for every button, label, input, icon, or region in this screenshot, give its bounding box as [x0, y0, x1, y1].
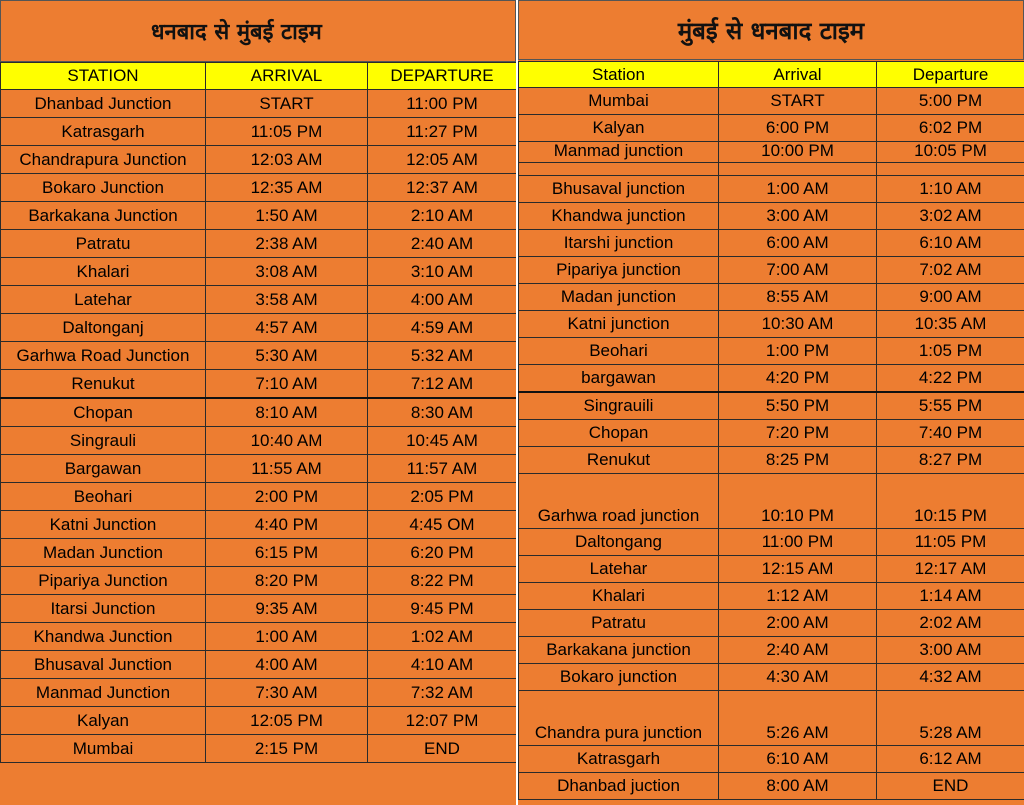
arrival-cell: 1:00 AM	[719, 176, 877, 203]
arrival-cell: 8:55 AM	[719, 284, 877, 311]
arrival-cell: 4:20 PM	[719, 365, 877, 393]
station-cell: Bokaro Junction	[1, 174, 206, 202]
station-cell: Latehar	[1, 286, 206, 314]
arrival-cell: 8:20 PM	[206, 567, 368, 595]
table-row	[1, 595, 517, 623]
departure-cell: 1:14 AM	[877, 583, 1024, 610]
arrival-cell: 12:05 PM	[206, 707, 368, 735]
header-row	[519, 62, 1024, 88]
table-row	[1, 342, 517, 370]
arrival-header: ARRIVAL	[206, 63, 368, 90]
station-cell: Bhusaval junction	[519, 176, 719, 203]
departure-cell: 6:02 PM	[877, 115, 1024, 142]
table-row	[519, 691, 1024, 746]
departure-cell	[877, 163, 1024, 176]
station-cell: Renukut	[519, 447, 719, 474]
departure-cell: 3:02 AM	[877, 203, 1024, 230]
table-row	[1, 370, 517, 399]
departure-cell: 1:05 PM	[877, 338, 1024, 365]
arrival-cell: 7:00 AM	[719, 257, 877, 284]
departure-cell: 5:00 PM	[877, 88, 1024, 115]
departure-cell: 8:27 PM	[877, 447, 1024, 474]
station-cell: Madan Junction	[1, 539, 206, 567]
dhanbad-to-mumbai-rows	[1, 90, 517, 763]
arrival-cell: START	[206, 90, 368, 118]
station-cell: Katni junction	[519, 311, 719, 338]
departure-cell: 12:37 AM	[368, 174, 517, 202]
table-row	[1, 539, 517, 567]
station-cell: Barkakana Junction	[1, 202, 206, 230]
departure-cell: 4:32 AM	[877, 664, 1024, 691]
station-cell: Dhanbad juction	[519, 773, 719, 800]
station-cell: Khalari	[519, 583, 719, 610]
station-cell: Katrasgarh	[1, 118, 206, 146]
arrival-cell: 5:26 AM	[719, 691, 877, 746]
departure-cell: 9:00 AM	[877, 284, 1024, 311]
departure-cell: 6:20 PM	[368, 539, 517, 567]
station-cell: Manmad junction	[519, 142, 719, 163]
table-row	[519, 392, 1024, 420]
station-cell: Katni Junction	[1, 511, 206, 539]
departure-cell: 10:35 AM	[877, 311, 1024, 338]
arrival-cell: 12:03 AM	[206, 146, 368, 174]
station-cell: Khandwa Junction	[1, 623, 206, 651]
departure-cell: 3:00 AM	[877, 637, 1024, 664]
station-cell: Bokaro junction	[519, 664, 719, 691]
departure-cell: 4:45 OM	[368, 511, 517, 539]
header-row	[1, 63, 517, 90]
table-row	[519, 610, 1024, 637]
departure-cell: 4:59 AM	[368, 314, 517, 342]
table-row	[519, 746, 1024, 773]
table-row	[519, 420, 1024, 447]
arrival-cell: 1:00 AM	[206, 623, 368, 651]
station-cell: Katrasgarh	[519, 746, 719, 773]
departure-cell: 9:45 PM	[368, 595, 517, 623]
arrival-cell: 3:00 AM	[719, 203, 877, 230]
departure-cell: 11:00 PM	[368, 90, 517, 118]
arrival-cell: 4:57 AM	[206, 314, 368, 342]
departure-cell: 7:40 PM	[877, 420, 1024, 447]
table-row	[519, 365, 1024, 393]
table-row	[519, 176, 1024, 203]
arrival-cell: 8:10 AM	[206, 398, 368, 427]
station-cell: Chopan	[1, 398, 206, 427]
table-row	[519, 163, 1024, 176]
station-cell: Kalyan	[519, 115, 719, 142]
station-cell: Patratu	[1, 230, 206, 258]
station-cell: bargawan	[519, 365, 719, 393]
station-header: STATION	[1, 63, 206, 90]
station-cell: Kalyan	[1, 707, 206, 735]
arrival-cell: 2:15 PM	[206, 735, 368, 763]
departure-cell: 10:15 PM	[877, 474, 1024, 529]
station-cell: Daltonganj	[1, 314, 206, 342]
departure-cell: 5:32 AM	[368, 342, 517, 370]
station-cell: Madan junction	[519, 284, 719, 311]
station-cell: Patratu	[519, 610, 719, 637]
departure-cell: 12:05 AM	[368, 146, 517, 174]
table-row	[519, 664, 1024, 691]
arrival-cell: 6:15 PM	[206, 539, 368, 567]
table-row	[1, 511, 517, 539]
station-cell: Dhanbad Junction	[1, 90, 206, 118]
table-row	[1, 174, 517, 202]
table-row	[1, 623, 517, 651]
arrival-cell: 7:20 PM	[719, 420, 877, 447]
arrival-cell: 2:00 AM	[719, 610, 877, 637]
departure-cell: 1:10 AM	[877, 176, 1024, 203]
table-row	[519, 583, 1024, 610]
departure-cell: 7:32 AM	[368, 679, 517, 707]
departure-cell: 11:05 PM	[877, 529, 1024, 556]
departure-cell: 4:10 AM	[368, 651, 517, 679]
arrival-cell: START	[719, 88, 877, 115]
departure-cell: 12:07 PM	[368, 707, 517, 735]
table-row	[519, 230, 1024, 257]
departure-cell: 4:22 PM	[877, 365, 1024, 393]
station-cell: Barkakana junction	[519, 637, 719, 664]
departure-cell: 7:02 AM	[877, 257, 1024, 284]
mumbai-to-dhanbad-title: मुंबई से धनबाद टाइम	[518, 0, 1024, 60]
arrival-cell: 3:58 AM	[206, 286, 368, 314]
station-cell: Itarshi junction	[519, 230, 719, 257]
station-header: Station	[519, 62, 719, 88]
arrival-cell: 6:00 PM	[719, 115, 877, 142]
arrival-cell: 2:38 AM	[206, 230, 368, 258]
departure-cell: 11:57 AM	[368, 455, 517, 483]
station-cell: Pipariya Junction	[1, 567, 206, 595]
station-cell: Singrauli	[1, 427, 206, 455]
table-row	[1, 314, 517, 342]
departure-cell: 2:40 AM	[368, 230, 517, 258]
arrival-cell: 7:10 AM	[206, 370, 368, 399]
mumbai-to-dhanbad-timetable	[518, 61, 1024, 800]
table-row	[519, 773, 1024, 800]
arrival-cell: 10:10 PM	[719, 474, 877, 529]
table-row	[1, 202, 517, 230]
table-row	[519, 284, 1024, 311]
table-row	[1, 455, 517, 483]
station-cell: Mumbai	[1, 735, 206, 763]
table-row	[519, 142, 1024, 163]
departure-cell: 11:27 PM	[368, 118, 517, 146]
departure-cell: 4:00 AM	[368, 286, 517, 314]
station-cell: Bhusaval Junction	[1, 651, 206, 679]
table-row	[1, 735, 517, 763]
departure-cell: 1:02 AM	[368, 623, 517, 651]
departure-cell: END	[368, 735, 517, 763]
arrival-cell: 11:55 AM	[206, 455, 368, 483]
station-cell: Beohari	[1, 483, 206, 511]
table-row	[519, 115, 1024, 142]
departure-cell: 2:05 PM	[368, 483, 517, 511]
station-cell: Manmad Junction	[1, 679, 206, 707]
mumbai-to-dhanbad-rows	[519, 88, 1024, 800]
departure-header: Departure	[877, 62, 1024, 88]
station-cell: Itarsi Junction	[1, 595, 206, 623]
arrival-cell: 6:10 AM	[719, 746, 877, 773]
arrival-cell: 8:25 PM	[719, 447, 877, 474]
arrival-cell: 12:35 AM	[206, 174, 368, 202]
arrival-cell: 11:00 PM	[719, 529, 877, 556]
table-row	[1, 286, 517, 314]
table-row	[1, 651, 517, 679]
mumbai-to-dhanbad-panel	[518, 0, 1024, 805]
table-row	[1, 258, 517, 286]
arrival-cell: 1:12 AM	[719, 583, 877, 610]
table-row	[1, 707, 517, 735]
table-row	[519, 203, 1024, 230]
departure-cell: 10:05 PM	[877, 142, 1024, 163]
arrival-cell: 7:30 AM	[206, 679, 368, 707]
station-cell: Chandrapura Junction	[1, 146, 206, 174]
station-cell: Khalari	[1, 258, 206, 286]
arrival-cell: 4:30 AM	[719, 664, 877, 691]
departure-cell: 5:55 PM	[877, 392, 1024, 420]
arrival-cell: 1:00 PM	[719, 338, 877, 365]
departure-cell: 5:28 AM	[877, 691, 1024, 746]
station-cell: Chopan	[519, 420, 719, 447]
table-row	[1, 679, 517, 707]
departure-cell: 2:02 AM	[877, 610, 1024, 637]
table-row	[1, 427, 517, 455]
arrival-cell: 5:50 PM	[719, 392, 877, 420]
table-row	[519, 529, 1024, 556]
station-cell: Khandwa junction	[519, 203, 719, 230]
arrival-cell: 1:50 AM	[206, 202, 368, 230]
departure-cell: 8:22 PM	[368, 567, 517, 595]
station-cell: Mumbai	[519, 88, 719, 115]
table-row	[1, 90, 517, 118]
station-cell: Chandra pura junction	[519, 691, 719, 746]
arrival-cell: 11:05 PM	[206, 118, 368, 146]
arrival-header: Arrival	[719, 62, 877, 88]
departure-cell: 3:10 AM	[368, 258, 517, 286]
station-cell: Garhwa Road Junction	[1, 342, 206, 370]
table-row	[519, 556, 1024, 583]
table-row	[519, 474, 1024, 529]
table-row	[1, 567, 517, 595]
station-cell: Pipariya junction	[519, 257, 719, 284]
departure-cell: 6:12 AM	[877, 746, 1024, 773]
station-cell: Renukut	[1, 370, 206, 399]
table-row	[519, 338, 1024, 365]
arrival-cell: 10:00 PM	[719, 142, 877, 163]
table-row	[1, 398, 517, 427]
departure-cell: 7:12 AM	[368, 370, 517, 399]
arrival-cell: 2:40 AM	[719, 637, 877, 664]
station-cell: Singrauili	[519, 392, 719, 420]
arrival-cell: 3:08 AM	[206, 258, 368, 286]
departure-cell: END	[877, 773, 1024, 800]
station-cell: Daltongang	[519, 529, 719, 556]
station-cell: Latehar	[519, 556, 719, 583]
dhanbad-to-mumbai-title: धनबाद से मुंबई टाइम	[0, 0, 516, 62]
arrival-cell: 4:40 PM	[206, 511, 368, 539]
table-row	[519, 311, 1024, 338]
arrival-cell: 9:35 AM	[206, 595, 368, 623]
table-row	[519, 637, 1024, 664]
arrival-cell: 12:15 AM	[719, 556, 877, 583]
table-row	[1, 118, 517, 146]
station-cell: Bargawan	[1, 455, 206, 483]
table-row	[519, 257, 1024, 284]
arrival-cell	[719, 163, 877, 176]
station-cell	[519, 163, 719, 176]
arrival-cell: 2:00 PM	[206, 483, 368, 511]
arrival-cell: 4:00 AM	[206, 651, 368, 679]
departure-cell: 6:10 AM	[877, 230, 1024, 257]
departure-cell: 8:30 AM	[368, 398, 517, 427]
arrival-cell: 10:40 AM	[206, 427, 368, 455]
arrival-cell: 5:30 AM	[206, 342, 368, 370]
arrival-cell: 10:30 AM	[719, 311, 877, 338]
station-cell: Garhwa road junction	[519, 474, 719, 529]
station-cell: Beohari	[519, 338, 719, 365]
table-row	[519, 88, 1024, 115]
departure-header: DEPARTURE	[368, 63, 517, 90]
arrival-cell: 6:00 AM	[719, 230, 877, 257]
departure-cell: 12:17 AM	[877, 556, 1024, 583]
table-row	[1, 483, 517, 511]
table-row	[1, 230, 517, 258]
table-row	[1, 146, 517, 174]
dhanbad-to-mumbai-timetable	[0, 62, 516, 763]
departure-cell: 2:10 AM	[368, 202, 517, 230]
departure-cell: 10:45 AM	[368, 427, 517, 455]
table-row	[519, 447, 1024, 474]
arrival-cell: 8:00 AM	[719, 773, 877, 800]
